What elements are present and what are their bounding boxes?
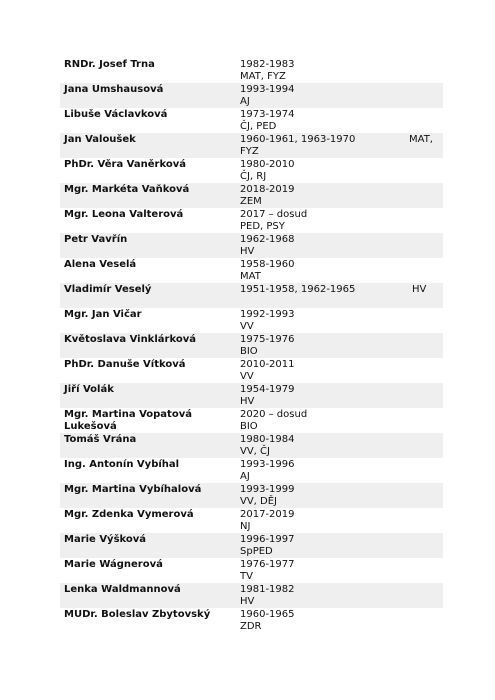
staff-years: 1980-1984 — [240, 434, 295, 445]
staff-subjects: ZEM — [240, 196, 262, 207]
staff-years: 2017 – dosud — [240, 209, 308, 220]
staff-years: 1980-2010 — [240, 159, 295, 170]
staff-subjects: MAT — [240, 271, 261, 282]
staff-years: 2020 – dosud — [240, 409, 308, 420]
staff-name: Mgr. Zdenka Vymerová — [64, 509, 194, 520]
staff-years: 1973-1974 — [240, 109, 295, 120]
staff-years: 1976-1977 — [240, 559, 295, 570]
staff-years: 1962-1968 — [240, 234, 295, 245]
table-row — [60, 533, 443, 558]
table-row — [60, 333, 443, 358]
staff-subjects: HV — [240, 246, 255, 257]
staff-years: 1982-1983 — [240, 59, 295, 70]
staff-subjects: AJ — [240, 471, 250, 482]
table-row — [60, 258, 443, 283]
table-row — [60, 183, 443, 208]
table-row — [60, 583, 443, 608]
staff-name: Alena Veselá — [64, 259, 137, 270]
staff-name: Květoslava Vinklárková — [64, 334, 196, 345]
staff-name: Mgr. Martina Vybíhalová — [64, 484, 202, 495]
staff-name: Mgr. Markéta Vaňková — [64, 184, 190, 195]
staff-subjects: MAT, FYZ — [240, 71, 286, 82]
staff-subjects: VV, DĚJ — [240, 496, 278, 507]
staff-subjects: HV — [240, 596, 255, 607]
staff-years: 1993-1996 — [240, 459, 295, 470]
staff-subjects: ZDR — [240, 621, 262, 632]
staff-years: 1981-1982 — [240, 584, 295, 595]
staff-years: 1951-1958, 1962-1965 — [240, 284, 356, 295]
staff-years: 1960-1961, 1963-1970 — [240, 134, 356, 145]
staff-name: Jiří Volák — [64, 384, 114, 395]
staff-name: MUDr. Boleslav Zbytovský — [64, 609, 211, 620]
staff-subjects: NJ — [240, 521, 251, 532]
staff-years: 1996-1997 — [240, 534, 295, 545]
staff-name: Lenka Waldmannová — [64, 584, 181, 595]
staff-years: 2010-2011 — [240, 359, 295, 370]
staff-subjects: AJ — [240, 96, 250, 107]
table-row — [60, 58, 443, 83]
table-row — [60, 133, 443, 158]
staff-years: 1958-1960 — [240, 259, 295, 270]
staff-years: 1954-1979 — [240, 384, 295, 395]
staff-years: 2018-2019 — [240, 184, 295, 195]
staff-name: PhDr. Věra Vaněrková — [64, 159, 186, 170]
staff-subjects: VV — [240, 371, 254, 382]
staff-subjects: SpPED — [240, 546, 273, 557]
staff-extra-subject: HV — [412, 284, 427, 295]
staff-table — [60, 58, 443, 633]
table-row — [60, 433, 443, 458]
table-row — [60, 233, 443, 258]
staff-name: Mgr. Jan Vičar — [64, 309, 142, 320]
staff-name: Libuše Václavková — [64, 109, 168, 120]
staff-subjects: BIO — [240, 421, 258, 432]
staff-name: PhDr. Danuše Vítková — [64, 359, 186, 370]
table-row — [60, 158, 443, 183]
staff-years: 1960-1965 — [240, 609, 295, 620]
staff-subjects: PED, PSY — [240, 221, 285, 232]
table-row — [60, 108, 443, 133]
table-row — [60, 358, 443, 383]
table-row — [60, 608, 443, 633]
staff-subjects: ČJ, RJ — [240, 171, 267, 182]
table-row — [60, 308, 443, 333]
staff-name: Jan Valoušek — [64, 134, 136, 145]
staff-subjects: BIO — [240, 346, 258, 357]
table-row — [60, 408, 443, 433]
staff-subjects: VV — [240, 321, 254, 332]
staff-years: 1993-1999 — [240, 484, 295, 495]
staff-name: Marie Výšková — [64, 534, 147, 545]
staff-subjects: VV, ČJ — [240, 446, 270, 457]
table-row — [60, 508, 443, 533]
staff-name: Jana Umshausová — [64, 84, 164, 95]
staff-subjects: ČJ, PED — [240, 121, 277, 132]
staff-years: 2017-2019 — [240, 509, 295, 520]
staff-name: RNDr. Josef Trna — [64, 59, 155, 70]
table-row — [60, 208, 443, 233]
staff-name: Vladimír Veselý — [64, 284, 152, 295]
staff-extra-subject: MAT, — [409, 134, 433, 145]
staff-name: Mgr. Leona Valterová — [64, 209, 184, 220]
staff-name: Mgr. Martina Vopatová Lukešová — [64, 409, 192, 432]
staff-subjects: FYZ — [240, 146, 259, 157]
table-row — [60, 383, 443, 408]
table-row — [60, 483, 443, 508]
table-row — [60, 283, 443, 308]
staff-name: Tomáš Vrána — [64, 434, 137, 445]
staff-subjects: TV — [240, 571, 253, 582]
staff-years: 1975-1976 — [240, 334, 295, 345]
staff-years: 1992-1993 — [240, 309, 295, 320]
staff-name: Marie Wágnerová — [64, 559, 163, 570]
staff-name: Petr Vavřín — [64, 234, 128, 245]
table-row — [60, 83, 443, 108]
staff-subjects: HV — [240, 396, 255, 407]
table-row — [60, 458, 443, 483]
staff-name: Ing. Antonín Vybíhal — [64, 459, 180, 470]
staff-years: 1993-1994 — [240, 84, 295, 95]
table-row — [60, 558, 443, 583]
